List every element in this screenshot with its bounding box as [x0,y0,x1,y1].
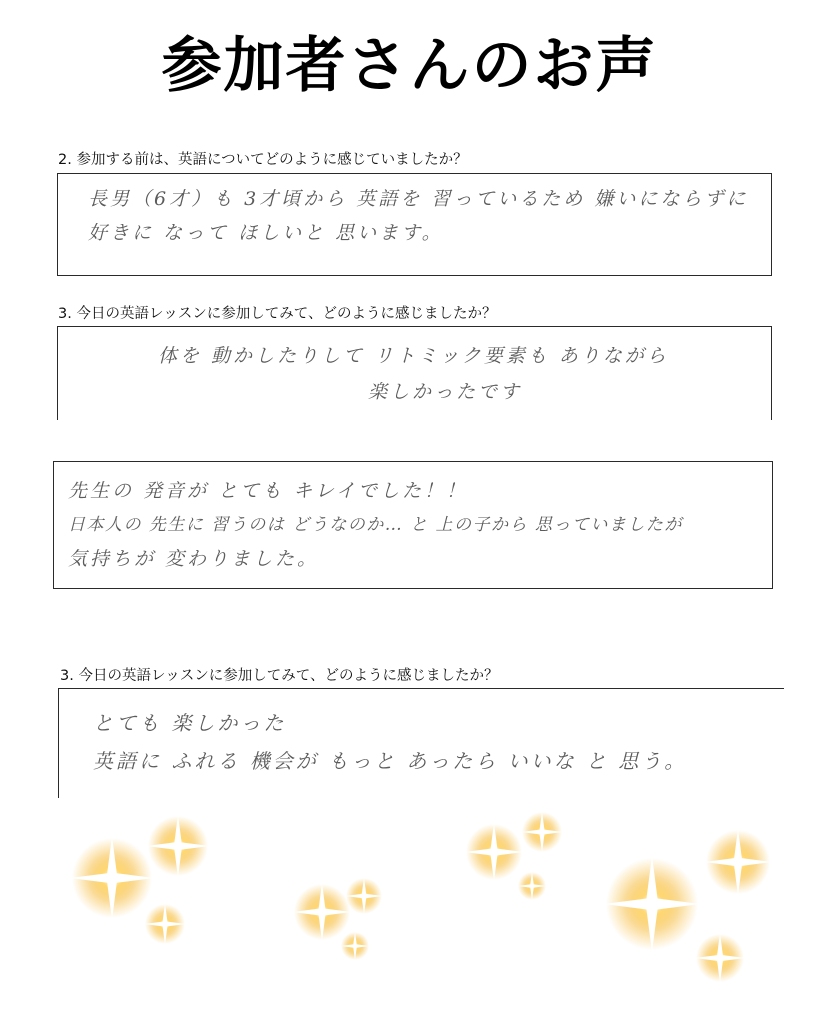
question-1-label: 2. 参加する前は、英語についてどのように感じていましたか？ [58,152,468,168]
sparkle-star-icon [521,811,563,853]
answer-1-line-2: 好きに なって ほしいと 思います。 [88,222,444,244]
question-2-label: 3. 今日の英語レッスンに参加してみて、どのように感じましたか？ [58,306,497,322]
sparkle-star-icon [517,871,546,900]
question-4-label: 3. 今日の英語レッスンに参加してみて、どのように感じましたか？ [60,668,499,684]
answer-2-line-1: 体を 動かしたりして リトミック要素も ありながら [158,345,669,367]
answer-1-line-1: 長男（6才）も 3才頃から 英語を 習っているため 嫌いにならずに [88,188,749,210]
sparkle-star-icon [345,877,383,915]
answer-4-box [58,688,784,798]
answer-4-line-2: 英語に ふれる 機会が もっと あったら いいな と 思う。 [93,749,688,773]
answer-1-box [57,173,772,276]
answer-3-line-3: 気持ちが 変わりました。 [68,548,320,570]
sparkle-star-icon [704,828,771,895]
answer-2-line-2: 楽しかったです [368,381,523,403]
answer-3-line-2: 日本人の 先生に 習うのは どうなのか… と 上の子から 思っていましたが [68,515,683,535]
sparkle-star-icon [147,815,210,878]
sparkle-star-icon [604,856,701,953]
sparkle-star-icon [695,933,745,983]
page-title: 参加者さんのお声 [161,31,658,101]
answer-3-line-1: 先生の 発音が とても キレイでした！！ [68,480,468,502]
answer-2-box [57,326,772,420]
sparkle-star-icon [293,883,352,942]
sparkle-star-icon [70,836,154,920]
sparkle-decoration [0,800,819,1024]
answer-3-box [53,461,773,589]
sparkle-star-icon [144,903,186,945]
sparkle-star-icon [340,931,369,960]
sparkle-star-icon [465,823,524,882]
answer-4-line-1: とても 楽しかった [93,711,287,735]
